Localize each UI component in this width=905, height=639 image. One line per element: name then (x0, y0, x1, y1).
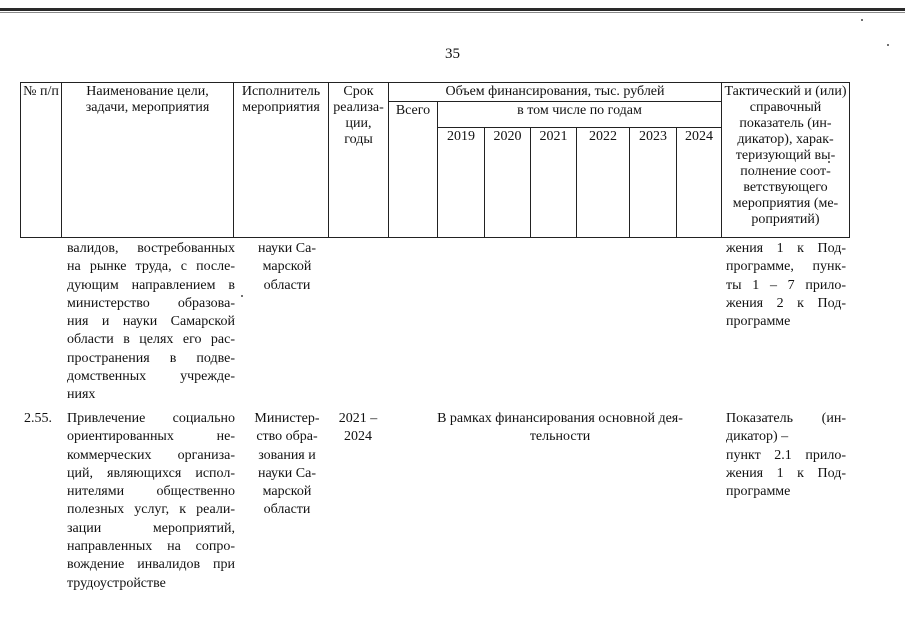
scan-speck (861, 19, 863, 21)
header-funding: Объем финансирования, тыс. рублей (389, 83, 722, 102)
table-header (20, 82, 850, 238)
header-year: 2023 (630, 128, 677, 238)
scan-top-border (0, 8, 905, 11)
page-number: 35 (445, 46, 460, 62)
row-255-executor: Министер- ство обра- зования и науки Са- марской области (254, 411, 320, 518)
header-year: 2020 (485, 128, 531, 238)
row-255-term: 2021 – 2024 (338, 411, 378, 445)
row-255-indicator: Показатель (ин- дикатор) – пункт 2.1 прило- жения 1 к Под- программе (726, 411, 846, 500)
header-year: 2022 (577, 128, 630, 238)
header-executor: Исполнитель мероприятия (234, 83, 329, 238)
header-year: 2021 (531, 128, 577, 238)
header-year: 2019 (438, 128, 485, 238)
row-255-num: 2.55. (24, 411, 52, 426)
header-total: Всего (389, 102, 438, 238)
header-num: № п/п (21, 83, 62, 238)
header-name: Наименование цели, задачи, мероприятия (62, 83, 234, 238)
scan-speck (241, 295, 243, 297)
row-cont-name: валидов, востребованных на рынке труда, с после- дующим направлением в министерство образова- ния и науки Самарской области в целях его рас- пространения в подве- домственных учрежде- ниях (67, 241, 235, 403)
header-by-years: в том числе по годам (438, 102, 722, 128)
scan-top-border-shadow (0, 12, 905, 13)
row-255-funding: В рамках финансирования основной дея- тельности (437, 411, 683, 445)
row-cont-executor: науки Са- марской области (257, 241, 316, 293)
header-term: Срок реализа- ции, годы (329, 83, 389, 238)
row-255-name: Привлечение социально ориентированных не- коммерческих организа- ций, являющихся испол- нителями общественно полезных услуг, к реали- зации мероприятий, направленных на сопро- вождение инвалидов при трудоустройстве (67, 411, 235, 591)
header-year: 2024 (677, 128, 722, 238)
header-indicator: Тактический и (или) справочный показатель (ин- дикатор), харак- теризующий вы- полнение соот- ветствующего мероприятия (ме- роприятий) (722, 83, 850, 238)
row-cont-indicator: жения 1 к Под- программе, пунк- ты 1 – 7 прило- жения 2 к Под- программе (726, 241, 846, 330)
